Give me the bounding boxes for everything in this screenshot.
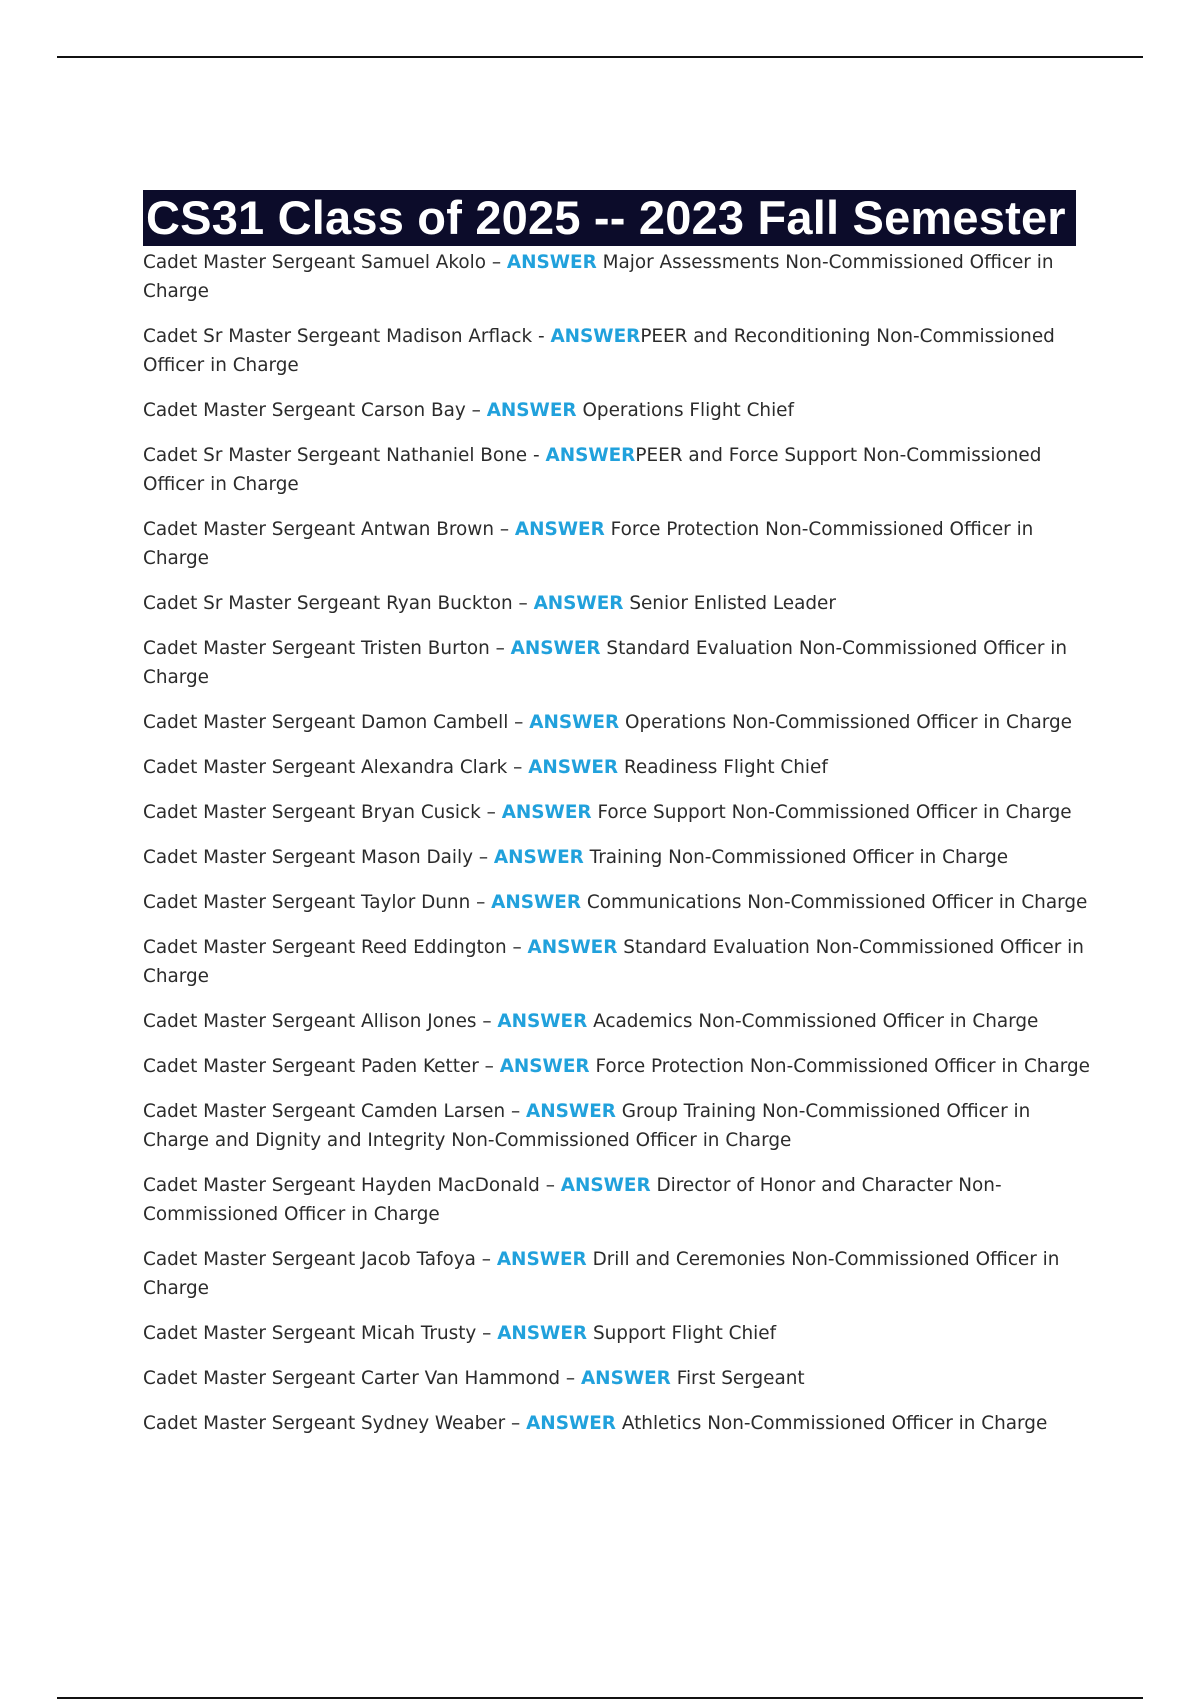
role-text: Operations Flight Chief (582, 400, 794, 421)
cadet-name: Cadet Master Sergeant Reed Eddington – (143, 937, 522, 958)
answer-label: ANSWER (550, 326, 641, 347)
list-item (143, 515, 1093, 573)
list-item (143, 396, 1093, 425)
cadet-name: Cadet Master Sergeant Allison Jones – (143, 1011, 492, 1032)
answer-label: ANSWER (526, 1101, 616, 1122)
answer-label: ANSWER (545, 445, 636, 466)
list-item (143, 1364, 1093, 1393)
list-item (143, 248, 1093, 306)
role-text: Major Assessments Non-Commissioned Officer in Charge (143, 252, 1054, 302)
list-item (143, 1245, 1093, 1303)
cadet-name: Cadet Master Sergeant Taylor Dunn – (143, 892, 486, 913)
list-item (143, 1319, 1093, 1348)
role-text: Support Flight Chief (592, 1323, 777, 1344)
list-item (143, 441, 1093, 499)
role-text: Readiness Flight Chief (623, 757, 828, 778)
answer-label: ANSWER (527, 937, 618, 958)
role-text: Drill and Ceremonies Non-Commissioned Officer in Charge (143, 1249, 1060, 1299)
cadet-name: Cadet Master Sergeant Jacob Tafoya – (143, 1249, 491, 1270)
list-item (143, 322, 1093, 380)
role-text: Director of Honor and Character Non-Commissioned Officer in Charge (143, 1175, 1002, 1225)
role-text: Force Protection Non-Commissioned Officer in Charge (595, 1056, 1090, 1077)
list-item (143, 1097, 1093, 1155)
list-item (143, 1171, 1093, 1229)
list-item (143, 1409, 1093, 1438)
cadet-name: Cadet Master Sergeant Samuel Akolo – (143, 252, 502, 273)
cadet-name: Cadet Sr Master Sergeant Nathaniel Bone - (143, 445, 540, 466)
answer-label: ANSWER (499, 1056, 590, 1077)
cadet-name: Cadet Master Sergeant Micah Trusty – (143, 1323, 492, 1344)
role-text: Academics Non-Commissioned Officer in Charge (593, 1011, 1039, 1032)
list-item (143, 888, 1093, 917)
cadet-role-list (143, 248, 1093, 1438)
answer-label: ANSWER (486, 400, 577, 421)
answer-label: ANSWER (506, 252, 597, 273)
top-rule (57, 56, 1143, 58)
role-text: PEER and Force Support Non-Commissioned Officer in Charge (143, 445, 1042, 495)
role-text: Standard Evaluation Non-Commissioned Officer in Charge (143, 937, 1084, 987)
answer-label: ANSWER (491, 892, 582, 913)
answer-label: ANSWER (497, 1323, 588, 1344)
list-item (143, 634, 1093, 692)
list-item (143, 589, 1093, 618)
role-text: Communications Non-Commissioned Officer in Charge (586, 892, 1088, 913)
list-item (143, 708, 1093, 737)
role-text: PEER and Reconditioning Non-Commissioned Officer in Charge (143, 326, 1055, 376)
cadet-name: Cadet Master Sergeant Antwan Brown – (143, 519, 510, 540)
document-title: CS31 Class of 2025 -- 2023 Fall Semester (143, 190, 1076, 246)
cadet-name: Cadet Master Sergeant Alexandra Clark – (143, 757, 523, 778)
list-item (143, 798, 1093, 827)
answer-label: ANSWER (496, 1249, 587, 1270)
answer-label: ANSWER (501, 802, 592, 823)
cadet-name: Cadet Master Sergeant Sydney Weaber – (143, 1413, 521, 1434)
answer-label: ANSWER (533, 593, 624, 614)
role-text: Operations Non-Commissioned Officer in Charge (625, 712, 1072, 733)
cadet-name: Cadet Master Sergeant Tristen Burton – (143, 638, 505, 659)
cadet-name: Cadet Master Sergeant Paden Ketter – (143, 1056, 494, 1077)
cadet-name: Cadet Master Sergeant Hayden MacDonald – (143, 1175, 555, 1196)
list-item (143, 843, 1093, 872)
answer-label: ANSWER (510, 638, 601, 659)
answer-label: ANSWER (493, 847, 584, 868)
answer-label: ANSWER (560, 1175, 651, 1196)
cadet-name: Cadet Master Sergeant Carter Van Hammond – (143, 1368, 576, 1389)
cadet-name: Cadet Master Sergeant Camden Larsen – (143, 1101, 521, 1122)
answer-label: ANSWER (580, 1368, 671, 1389)
cadet-name: Cadet Master Sergeant Bryan Cusick – (143, 802, 496, 823)
role-text: Senior Enlisted Leader (629, 593, 836, 614)
bottom-rule (57, 1697, 1143, 1699)
answer-label: ANSWER (497, 1011, 588, 1032)
document-body (143, 190, 1093, 1438)
cadet-name: Cadet Sr Master Sergeant Madison Arflack - (143, 326, 545, 347)
role-text: Standard Evaluation Non-Commissioned Officer in Charge (143, 638, 1068, 688)
cadet-name: Cadet Master Sergeant Mason Daily – (143, 847, 489, 868)
cadet-name: Cadet Sr Master Sergeant Ryan Buckton – (143, 593, 528, 614)
cadet-name: Cadet Master Sergeant Damon Cambell – (143, 712, 524, 733)
answer-label: ANSWER (528, 757, 619, 778)
cadet-name: Cadet Master Sergeant Carson Bay – (143, 400, 481, 421)
list-item (143, 753, 1093, 782)
list-item (143, 1007, 1093, 1036)
list-item (143, 933, 1093, 991)
role-text: Force Support Non-Commissioned Officer in Charge (597, 802, 1072, 823)
role-text: Group Training Non-Commissioned Officer in Charge and Dignity and Integrity Non-Commissioned Officer in Charge (143, 1101, 1031, 1151)
answer-label: ANSWER (529, 712, 620, 733)
role-text: Force Protection Non-Commissioned Officer in Charge (143, 519, 1034, 569)
answer-label: ANSWER (526, 1413, 616, 1434)
answer-label: ANSWER (514, 519, 605, 540)
role-text: Training Non-Commissioned Officer in Charge (589, 847, 1009, 868)
role-text: Athletics Non-Commissioned Officer in Charge (621, 1413, 1048, 1434)
list-item (143, 1052, 1093, 1081)
role-text: First Sergeant (676, 1368, 805, 1389)
